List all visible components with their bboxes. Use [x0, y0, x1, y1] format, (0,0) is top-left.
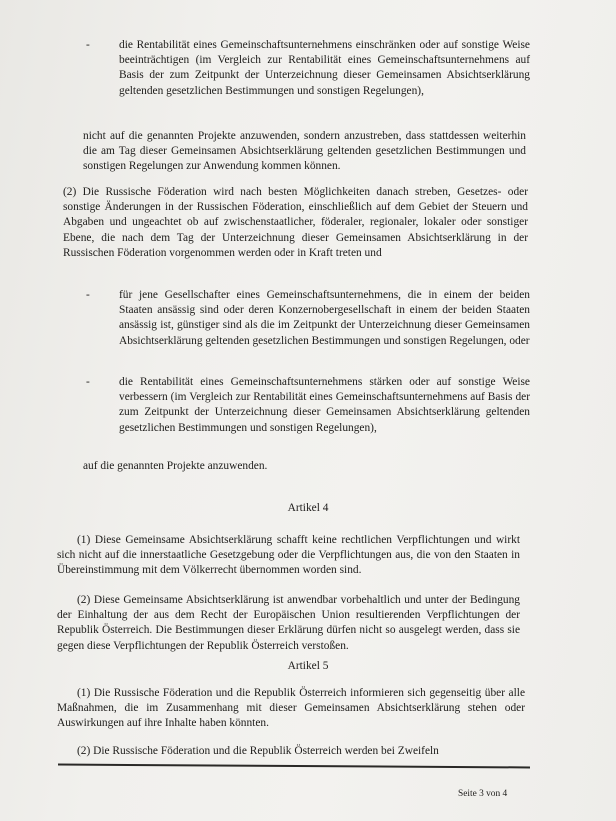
article-5-heading: Artikel 5 — [287, 660, 329, 672]
article-5-paragraph-1: (1) Die Russische Föderation und die Republik Österreich informieren sich gegenseitig über alle Maßnahmen, die im Zusammenhang mit dieser Gemeinsamen Absichtserklärung stehen oder Auswirkungen auf ihre Inhalte haben könnten. — [57, 687, 525, 730]
paragraph-2: (2) Die Russische Föderation wird nach besten Möglichkeiten danach streben, Gesetzes- oder sonstige Änderungen in der Russischen Föderation, einschließlich auf dem Gebiet der Steuern und Abgaben und ungeachtet ob auf zwischenstaatlicher, föderaler, regionaler, lokaler oder sonstiger Ebene, die nach dem Tag der Unterzeichnung dieser Gemeinsamen Absichtserklärung in der Russischen Föderation vorgenommen werden oder in Kraft treten und — [63, 186, 528, 259]
footer-divider — [58, 764, 530, 768]
closing-paragraph: auf die genannten Projekte anzuwenden. — [83, 460, 268, 472]
list-item-text: für jene Gesellschafter eines Gemeinschaftsunternehmens, die in einem der beiden Staaten ansässig sind oder deren Konzernobergesellschaft in einem der beiden Staaten ansässig ist, günstiger sind als die im Zeitpunkt der Unterzeichnung dieser Gemeinsamen Absichtserklärung geltenden gesetzlichen Bestimmungen und sonstigen Regelungen, oder — [119, 289, 530, 347]
article-4-paragraph-2: (2) Diese Gemeinsame Absichtserklärung ist anwendbar vorbehaltlich und unter der Bedingung der Einhaltung der aus dem Recht der Europäischen Union resultierenden Verpflichtungen der Republik Österreich. Die Bestimmungen dieser Erklärung dürfen nicht so ausgelegt werden, dass sie gegen diese Verpflichtungen der Republik Österreich verstoßen. — [57, 594, 520, 652]
article-4-heading: Artikel 4 — [287, 502, 329, 514]
bullet-dash: - — [86, 39, 90, 51]
article-4-paragraph-1: (1) Diese Gemeinsame Absichtserklärung schafft keine rechtlichen Verpflichtungen und wirkt sich nicht auf die innerstaatliche Gesetzgebung oder die Verpflichtungen aus, die von den Staaten in Übereinstimmung mit dem Völkerrecht übernommen worden sind. — [57, 534, 520, 577]
list-item-text: die Rentabilität eines Gemeinschaftsunternehmens stärken oder auf sonstige Weise verbessern (im Vergleich zur Rentabilität eines Gemeinschaftsunternehmens auf Basis der zum Zeitpunkt der Unterzeichnung dieser Gemeinsamen Absichtserklärung geltenden gesetzlichen Bestimmungen und sonstigen Regelungen), — [119, 376, 530, 434]
continuation-paragraph: nicht auf die genannten Projekte anzuwenden, sondern anzustreben, dass stattdessen weiterhin die am Tag dieser Gemeinsamen Absichtserklärung geltenden gesetzlichen Bestimmungen und sonstigen Regelungen zur Anwendung kommen können. — [83, 130, 526, 173]
bullet-dash: - — [86, 289, 90, 301]
list-item-text: die Rentabilität eines Gemeinschaftsunternehmens einschränken oder auf sonstige Weise beeinträchtigen (im Vergleich zur Rentabilität eines Gemeinschaftsunternehmens auf Basis der zum Zeitpunkt der Unterzeichnung dieser Gemeinsamen Absichtserklärung geltenden gesetzlichen Bestimmungen und sonstigen Regelungen), — [119, 39, 530, 97]
bullet-dash: - — [86, 376, 90, 388]
page-number: Seite 3 von 4 — [458, 789, 508, 799]
article-5-paragraph-2: (2) Die Russische Föderation und die Republik Österreich werden bei Zweifeln — [77, 745, 439, 757]
